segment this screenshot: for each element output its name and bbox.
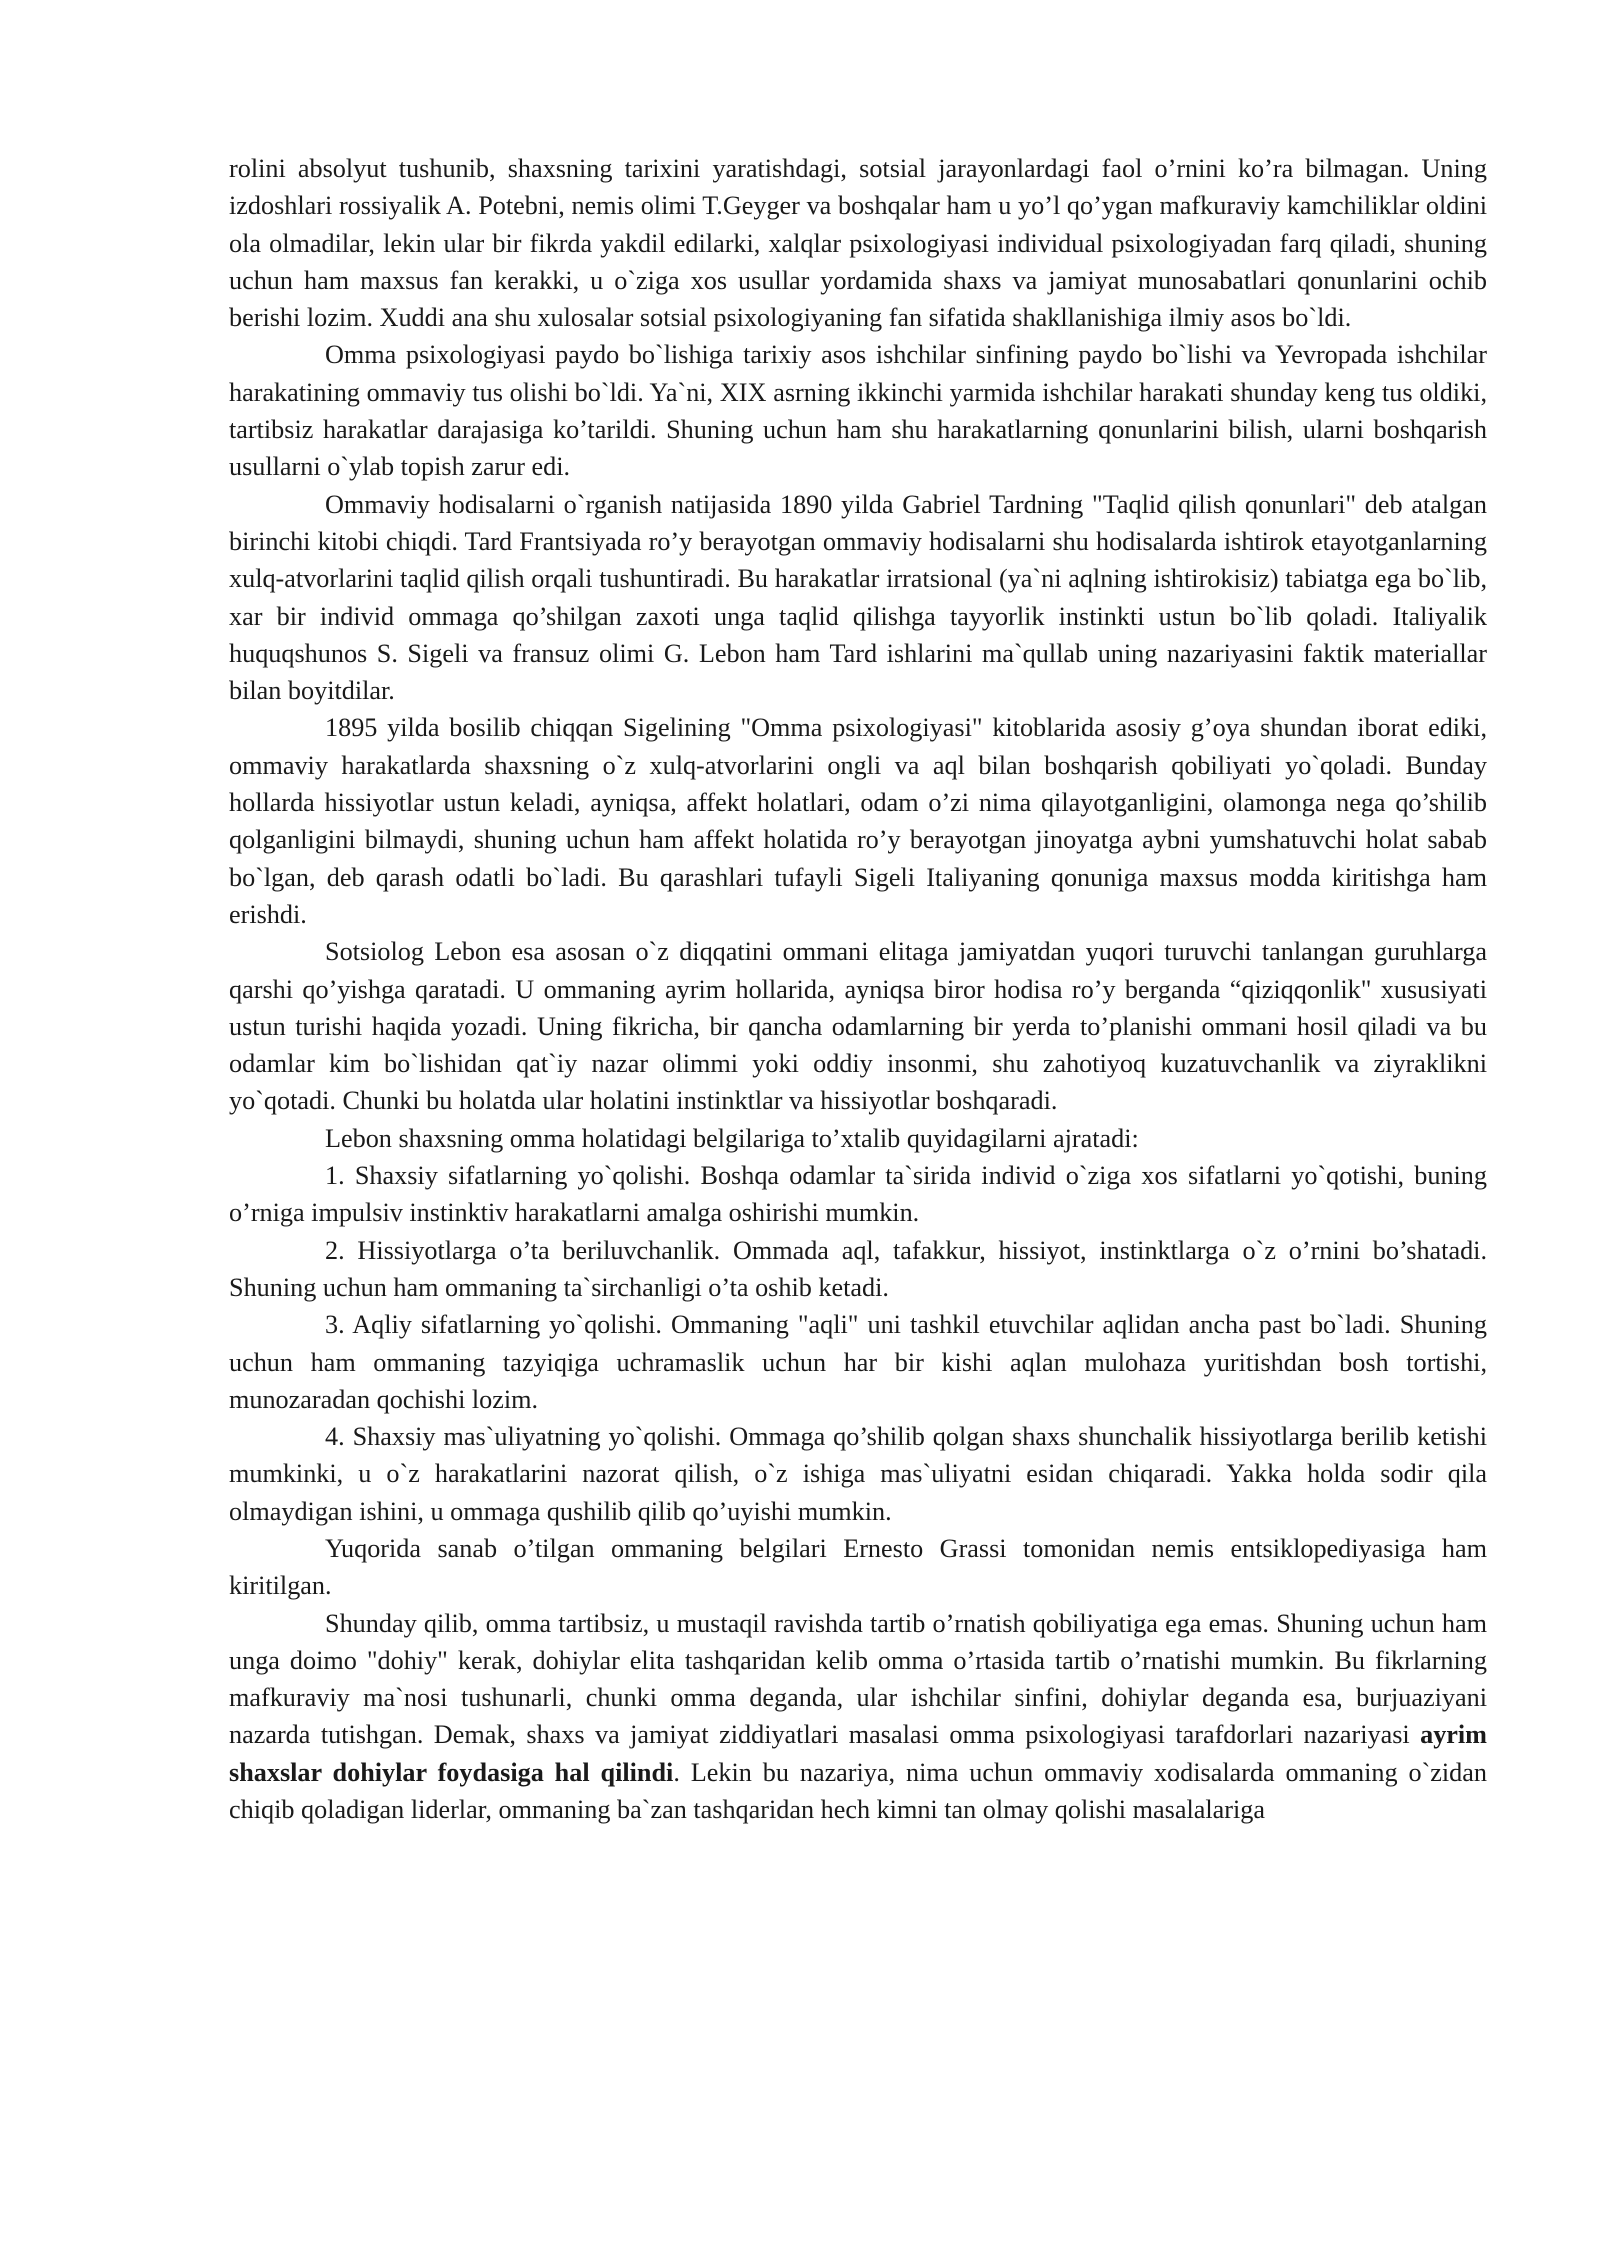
paragraph-1: rolini absolyut tushunib, shaxsning tarixini yaratishdagi, sotsial jarayonlardagi faol o’rnini ko’ra bilmagan. Uning izdoshlari rossiyalik A. Potebni, nemis olimi T.Geyger va boshqalar ham u yo’l qo’ygan mafkuraviy kamchiliklar oldini ola olmadilar, lekin ular bir fikrda yakdil edilarki, xalqlar psixologiyasi individual psixologiyadan farq qiladi, shuning uchun ham maxsus fan kerakki, u o`ziga xos usullar yordamida shaxs va jamiyat munosabatlari qonunlarini ochib berishi lozim. Xuddi ana shu xulosalar sotsial psixologiyaning fan sifatida shakllanishiga ilmiy asos bo`ldi. — [229, 154, 1487, 333]
paragraph-11: Yuqorida sanab o’tilgan ommaning belgilari Ernesto Grassi tomonidan nemis entsiklopediyasiga ham kiritilgan. — [229, 1533, 1487, 1601]
paragraph-12-bold-text: ayrim shaxslar dohiylar foydasiga hal qilindi — [229, 1720, 1487, 1787]
paragraph-12-text-before: Shunday qilib, omma tartibsiz, u mustaqil ravishda tartib o’rnatish qobiliyatiga ega emas. Shuning uchun ham unga doimo "dohiy" kerak, dohiylar elita tashqaridan kelib omma o’rtasida tartib o’rnatishi mumkin. Bu fikrlarning mafkuraviy ma`nosi tushunarli, chunki omma deganda, ular ishchilar sinfini, dohiylar deganda esa, burjuaziyani nazarda tutishgan. Demak, shaxs va jamiyat ziddiyatlari masalasi omma psixologiyasi tarafdorlari nazariyasi — [229, 1608, 1487, 1750]
paragraph-3: Ommaviy hodisalarni o`rganish natijasida 1890 yilda Gabriel Tardning "Taqlid qilish qonunlari" deb atalgan birinchi kitobi chiqdi. Tard Frantsiyada ro’y berayotgan ommaviy hodisalarni shu hodisalarda ishtirok etayotganlarning xulq-atvorlarini taqlid qilish orqali tushuntiradi. Bu harakatlar irratsional (ya`ni aqlning ishtirokisiz) tabiatga ega bo`lib, xar bir individ ommaga qo’shilgan zaxoti unga taqlid qilishga tayyorlik instinkti ustun bo`lib qoladi. Italiyalik huquqshunos S. Sigeli va fransuz olimi G. Lebon ham Tard ishlarini ma`qullab uning nazariyasini faktik materiallar bilan boyitdilar. — [229, 489, 1487, 706]
list-item-1: 1. Shaxsiy sifatlarning yo`qolishi. Boshqa odamlar ta`sirida individ o`ziga xos sifatlarni yo`qotishi, buning o’rniga impulsiv instinktiv harakatlarni amalga oshirishi mumkin. — [229, 1161, 1487, 1228]
list-item-3: 3. Aqliy sifatlarning yo`qolishi. Ommaning "aqli" uni tashkil etuvchilar aqlidan ancha past bo`ladi. Shuning uchun ham ommaning tazyiqiga uchramaslik uchun har bir kishi aqlan mulohaza yuritishdan bosh tortishi, munozaradan qochishi lozim. — [229, 1310, 1487, 1414]
paragraph-5: Sotsiolog Lebon esa asosan o`z diqqatini ommani elitaga jamiyatdan yuqori turuvchi tanlangan guruhlarga qarshi qo’yishga qaratadi. U ommaning ayrim hollarida, ayniqsa biror hodisa ro’y berganda “qiziqqonlik" xususiyati ustun turishi haqida yozadi. Uning fikricha, bir qancha odamlarning bir yerda to’planishi ommani hosil qiladi va bu odamlar kim bo`lishidan qat`iy nazar olimmi yoki oddiy insonmi, shu zahotiyoq kuzatuvchanlik va ziyraklikni yo`qotadi. Chunki bu holatda ular holatini instinktlar va hissiyotlar boshqaradi. — [229, 937, 1487, 1116]
document-body — [229, 150, 1487, 1828]
list-item-2: 2. Hissiyotlarga o’ta beriluvchanlik. Ommada aql, tafakkur, hissiyot, instinktlarga o`z o’rnini bo’shatadi. Shuning uchun ham ommaning ta`sirchanligi o’ta oshib ketadi. — [229, 1235, 1487, 1302]
paragraph-4: 1895 yilda bosilib chiqqan Sigelining "Omma psixologiyasi" kitoblarida asosiy g’oya shundan iborat ediki, ommaviy harakatlarda shaxsning o`z xulq-atvorlarini ongli va aql bilan boshqarish qobiliyati yo`qoladi. Bunday hollarda hissiyotlar ustun keladi, ayniqsa, affekt holatlari, odam o’zi nima qilayotganligini, olamonga nega qo’shilib qolganligini bilmaydi, shuning uchun ham affekt holatida ro’y berayotgan jinoyatga aybni yumshatuvchi holat sabab bo`lgan, deb qarash odatli bo`ladi. Bu qarashlari tufayli Sigeli Italiyaning qonuniga maxsus modda kiritishga ham erishdi. — [229, 713, 1487, 929]
paragraph-12-text-after: . Lekin bu nazariya, nima uchun ommaviy xodisalarda ommaning o`zidan chiqib qoladigan liderlar, ommaning ba`zan tashqaridan hech kimni tan olmay qolishi masalalariga — [229, 1757, 1487, 1825]
list-item-4: 4. Shaxsiy mas`uliyatning yo`qolishi. Ommaga qo’shilib qolgan shaxs shunchalik hissiyotlarga berilib ketishi mumkinki, u o`z harakatlarini nazorat qilish, o`z ishiga mas`uliyatni esidan chiqaradi. Yakka holda sodir qila olmaydigan ishini, u ommaga qushilib qilib qo’uyishi mumkin. — [229, 1422, 1487, 1526]
paragraph-2: Omma psixologiyasi paydo bo`lishiga tarixiy asos ishchilar sinfining paydo bo`lishi va Yevropada ishchilar harakatining ommaviy tus olishi bo`ldi. Ya`ni, XIX asrning ikkinchi yarmida ishchilar harakati shunday keng tus oldiki, tartibsiz harakatlar darajasiga ko’tarildi. Shuning uchun ham shu harakatlarning qonunlarini bilish, ularni boshqarish usullarni o`ylab topish zarur edi. — [229, 340, 1487, 482]
paragraph-12 — [229, 1605, 1487, 1829]
paragraph-6: Lebon shaxsning omma holatidagi belgilariga to’xtalib quyidagilarni ajratadi: — [325, 1123, 1139, 1153]
